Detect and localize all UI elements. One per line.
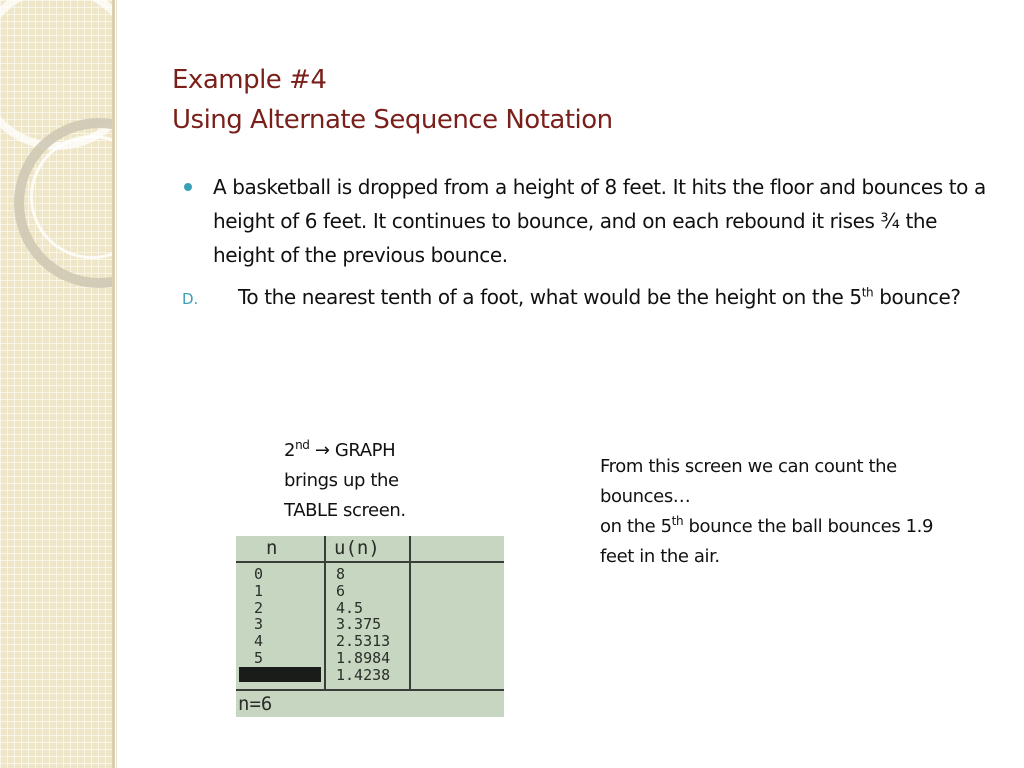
bullet-text: A basketball is dropped from a height of 8 feet. It hits the floor and bounces to a height of 6 feet. It continues to bounce, and on each rebound it rises ¾ the height of the previous bounce.: [213, 175, 986, 267]
table-header-divider: [236, 561, 504, 563]
title-line-2: Using Alternate Sequence Notation: [172, 105, 613, 135]
u-value: 8: [336, 565, 346, 583]
sub-text-part: To the nearest tenth of a foot, what would be the height on the 5: [238, 285, 862, 309]
superscript: nd: [295, 438, 310, 452]
table-footer-divider: [236, 689, 504, 691]
n-value: 5: [254, 648, 264, 667]
bullet-item: [182, 170, 1002, 272]
sub-text-part: bounce?: [873, 285, 961, 309]
side-band-edge: [116, 0, 117, 768]
n-values-column: [254, 566, 263, 684]
table-instruction-note: [284, 436, 454, 526]
u-value: 6: [336, 581, 346, 600]
title-line-1: Example #4: [172, 65, 327, 95]
explanation-note: [600, 452, 940, 572]
superscript: th: [861, 285, 874, 300]
n-value: 2: [254, 598, 264, 617]
note-line: From this screen we can count the bounces…: [600, 456, 897, 507]
calculator-table-screen: [236, 536, 504, 717]
sub-bullet-item: [182, 280, 1002, 316]
n-value: 1: [254, 581, 264, 600]
u-value: 1.4238: [336, 665, 391, 684]
n-value: 0: [254, 565, 264, 583]
u-value: 3.375: [336, 615, 382, 634]
bullet-dot-icon: [184, 183, 192, 191]
u-values-column: [336, 566, 390, 684]
u-value: 1.8984: [336, 648, 391, 667]
col-n-header: n: [266, 537, 278, 559]
side-band-edge: [112, 0, 115, 768]
sub-bullet-label: D.: [182, 290, 199, 308]
note-part: 2: [284, 440, 296, 461]
note-part: bounce the ball bounces 1.9 feet in the air.: [600, 516, 934, 567]
slide-body: [182, 170, 1002, 316]
superscript: th: [671, 514, 684, 528]
note-line: [600, 512, 940, 572]
note-part: → GRAPH brings up the TABLE screen.: [284, 440, 406, 521]
selection-cursor: [239, 667, 321, 682]
table-column-divider: [324, 536, 326, 689]
u-value: 4.5: [336, 598, 364, 617]
n-value: 4: [254, 632, 264, 651]
slide-title: [172, 60, 613, 140]
u-value: 2.5313: [336, 632, 391, 651]
col-u-header: u(n): [334, 537, 380, 559]
table-column-divider: [409, 536, 411, 689]
sub-bullet-text: [238, 280, 978, 314]
n-value: 3: [254, 615, 264, 634]
calculator-status-line: n=6: [238, 693, 273, 715]
decorative-side-band: [0, 0, 112, 768]
note-part: on the 5: [600, 516, 672, 537]
